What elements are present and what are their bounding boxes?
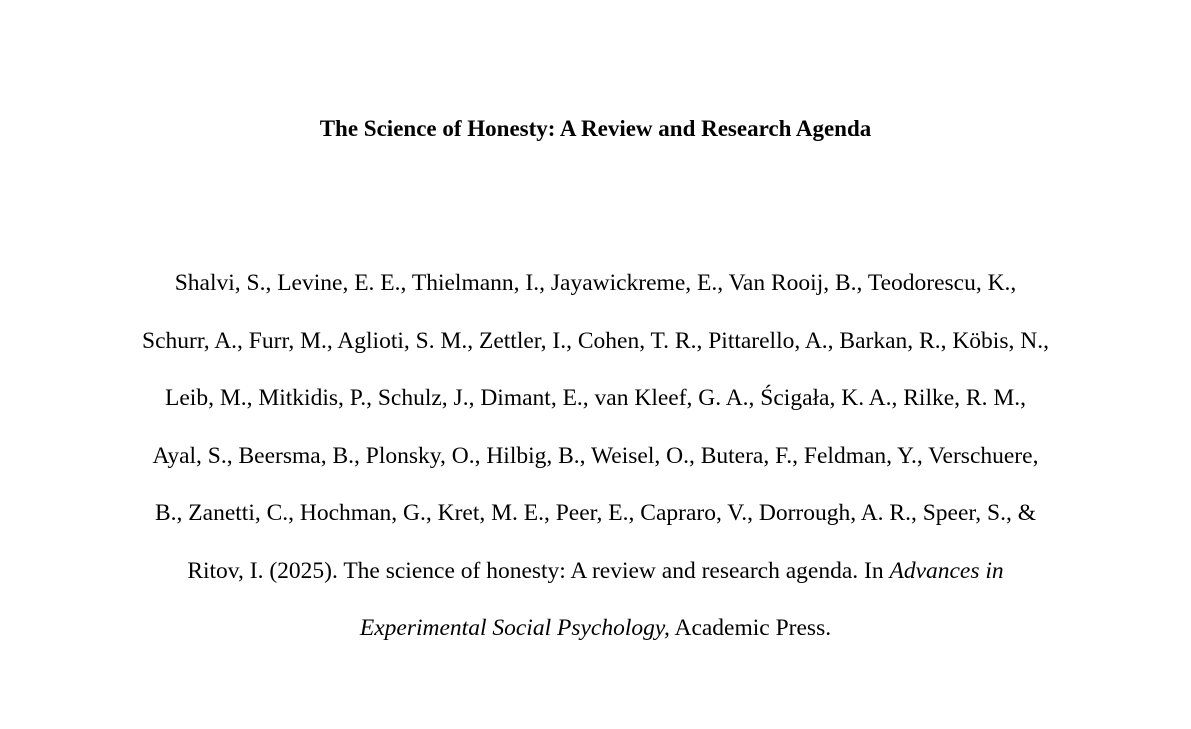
citation-line	[0, 543, 1191, 601]
citation-block	[0, 255, 1191, 658]
citation-line: Ayal, S., Beersma, B., Plonsky, O., Hilbig, B., Weisel, O., Butera, F., Feldman, Y., Verschuere,	[152, 442, 1039, 469]
citation-text: Ritov, I. (2025). The science of honesty: A review and research agenda. In	[187, 557, 890, 584]
citation-line: Schurr, A., Furr, M., Aglioti, S. M., Zettler, I., Cohen, T. R., Pittarello, A., Barkan, R., Köbis, N.,	[142, 327, 1049, 354]
document-title: The Science of Honesty: A Review and Research Agenda	[319, 116, 872, 141]
citation-line: Leib, M., Mitkidis, P., Schulz, J., Dimant, E., van Kleef, G. A., Ścigała, K. A., Rilke, R. M.,	[165, 385, 1026, 411]
journal-title-part: Experimental Social Psychology,	[359, 615, 670, 641]
journal-title-part: Advances in	[889, 557, 1004, 584]
citation-line: B., Zanetti, C., Hochman, G., Kret, M. E., Peer, E., Capraro, V., Dorrough, A. R., Speer, S., &	[155, 500, 1036, 526]
publisher-text: Academic Press.	[669, 615, 832, 641]
citation-line: Shalvi, S., Levine, E. E., Thielmann, I., Jayawickreme, E., Van Rooij, B., Teodorescu, K.,	[174, 270, 1017, 296]
citation-line	[0, 600, 1191, 658]
